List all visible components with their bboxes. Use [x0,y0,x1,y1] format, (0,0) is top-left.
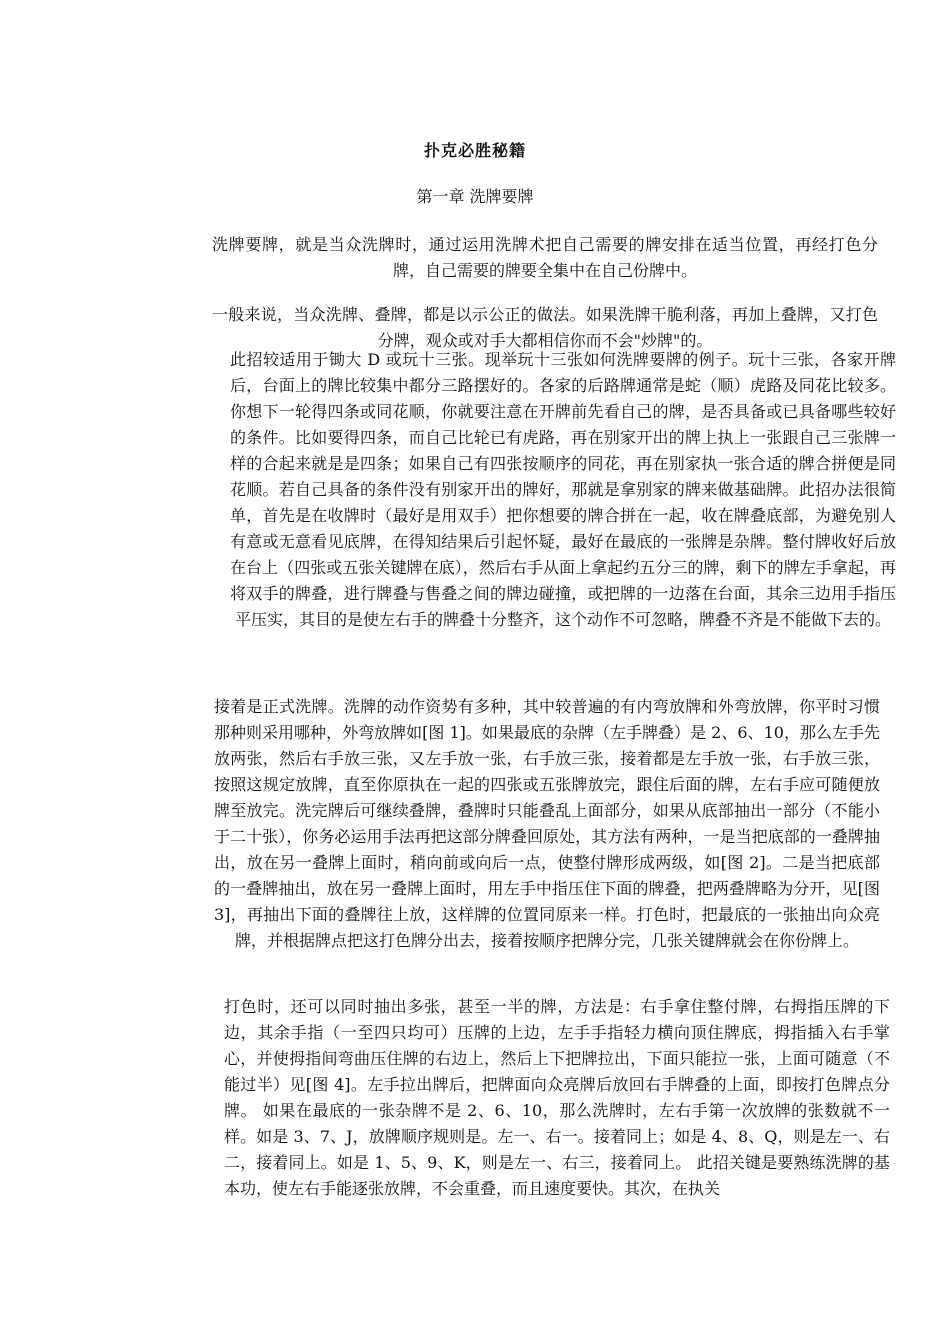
paragraph-3: 此招较适用于锄大 D 或玩十三张。现举玩十三张如何洗牌要牌的例子。玩十三张，各家开牌后，台面上的牌比较集中都分三路摆好的。各家的后路牌通常是蛇（顺）虎路及同花比较多。你想下一轮得四条或同花顺，你就要注意在开牌前先看自己的牌，是否具备或已具备哪些较好的条件。比如要得四条，而自己比轮已有虎路，再在别家开出的牌上执上一张跟自己三张牌一样的合起来就是是四条；如果自己有四张按顺序的同花，再在别家执一张合适的牌合拼便是同花顺。若自己具备的条件没有别家开出的牌好，那就是拿别家的牌来做基础牌。此招办法很简单，首先是在收牌时（最好是用双手）把你想要的牌合拼在一起，收在牌叠底部，为避免别人有意或无意看见底牌，在得知结果后引起怀疑，最好在最底的一张牌是杂牌。整付牌收好后放在台上（四张或五张关键牌在底），然后右手从面上拿起约五分三的牌，剩下的牌左手拿起，再将双手的牌叠，进行牌叠与售叠之间的牌边碰撞，或把牌的一边落在台面，其余三边用手指压平压实，其目的是使左右手的牌叠十分整齐，这个动作不可忽略，牌叠不齐是不能做下去的。 [230,350,896,629]
paragraph-1: 洗牌要牌，就是当众洗牌时，通过运用洗牌术把自己需要的牌安排在适当位置，再经打色分牌，自己需要的牌要全集中在自己份牌中。 [212,235,878,280]
paragraph-4: 接着是正式洗牌。洗牌的动作资势有多种，其中较普遍的有内弯放牌和外弯放牌，你平时习惯那种则采用哪种，外弯放牌如[图 1]。如果最底的杂牌（左手牌叠）是 2、6、10，那么左手先放两张，然后右手放三张，又左手放一张，右手放三张，接着都是左手放一张，右手放三张，按照这规定放牌，直至你原执在一起的四张或五张牌放完，跟住后面的牌，左右手应可随便放牌至放完。洗完牌后可继续叠牌，叠牌时只能叠乱上面部分，如果从底部抽出一部分（不能小于二十张），你务必运用手法再把这部分牌叠回原处，其方法有两种，一是当把底部的一叠牌抽出，放在另一叠牌上面时，稍向前或向后一点，使整付牌形成两级，如[图 2]。二是当把底部的一叠牌抽出，放在另一叠牌上面时，用左手中指压住下面的牌叠，把两叠牌略为分开，见[图 3]，再抽出下面的叠牌往上放，这样牌的位置同原来一样。打色时，把最底的一张抽出向众亮牌，并根据牌点把这打色牌分出去，接着按顺序把牌分完，几张关键牌就会在你份牌上。 [214,697,880,950]
paragraph-2: 一般来说，当众洗牌、叠牌，都是以示公正的做法。如果洗牌干脆利落，再加上叠牌，又打色分牌，观众或对手大都相信你而不会"炒牌"的。 [212,305,878,350]
paragraph-5: 打色时，还可以同时抽出多张，甚至一半的牌，方法是：右手拿住整付牌，右拇指压牌的下边，其余手指（一至四只均可）压牌的上边，左手手指轻力横向顶住牌底，拇指插入右手掌心，并使拇指间弯曲压住牌的右边上，然后上下把牌拉出，下面只能拉一张，上面可随意（不能过半）见[图 4]。左手拉出牌后，把牌面向众亮牌后放回右手牌叠的上面，即按打色牌点分牌。 如果在最底的一张杂牌不是 2、6、10，那么洗牌时，左右手第一次放牌的张数就不一样。如是 3、7、J，放牌顺序规则是。左一、右一。接着同上；如是 4、8、Q，则是左一、右二，接着同上。如是 1、5、9、K，则是左一、右三，接着同上。 此招关键是要熟练洗牌的基本功，使左右手能逐张放牌，不会重叠，而且速度要快。其次，在执关 [224,997,890,1198]
chapter-heading: 第一章 洗牌要牌 [416,187,534,206]
document-title: 扑克必胜秘籍 [423,141,526,160]
